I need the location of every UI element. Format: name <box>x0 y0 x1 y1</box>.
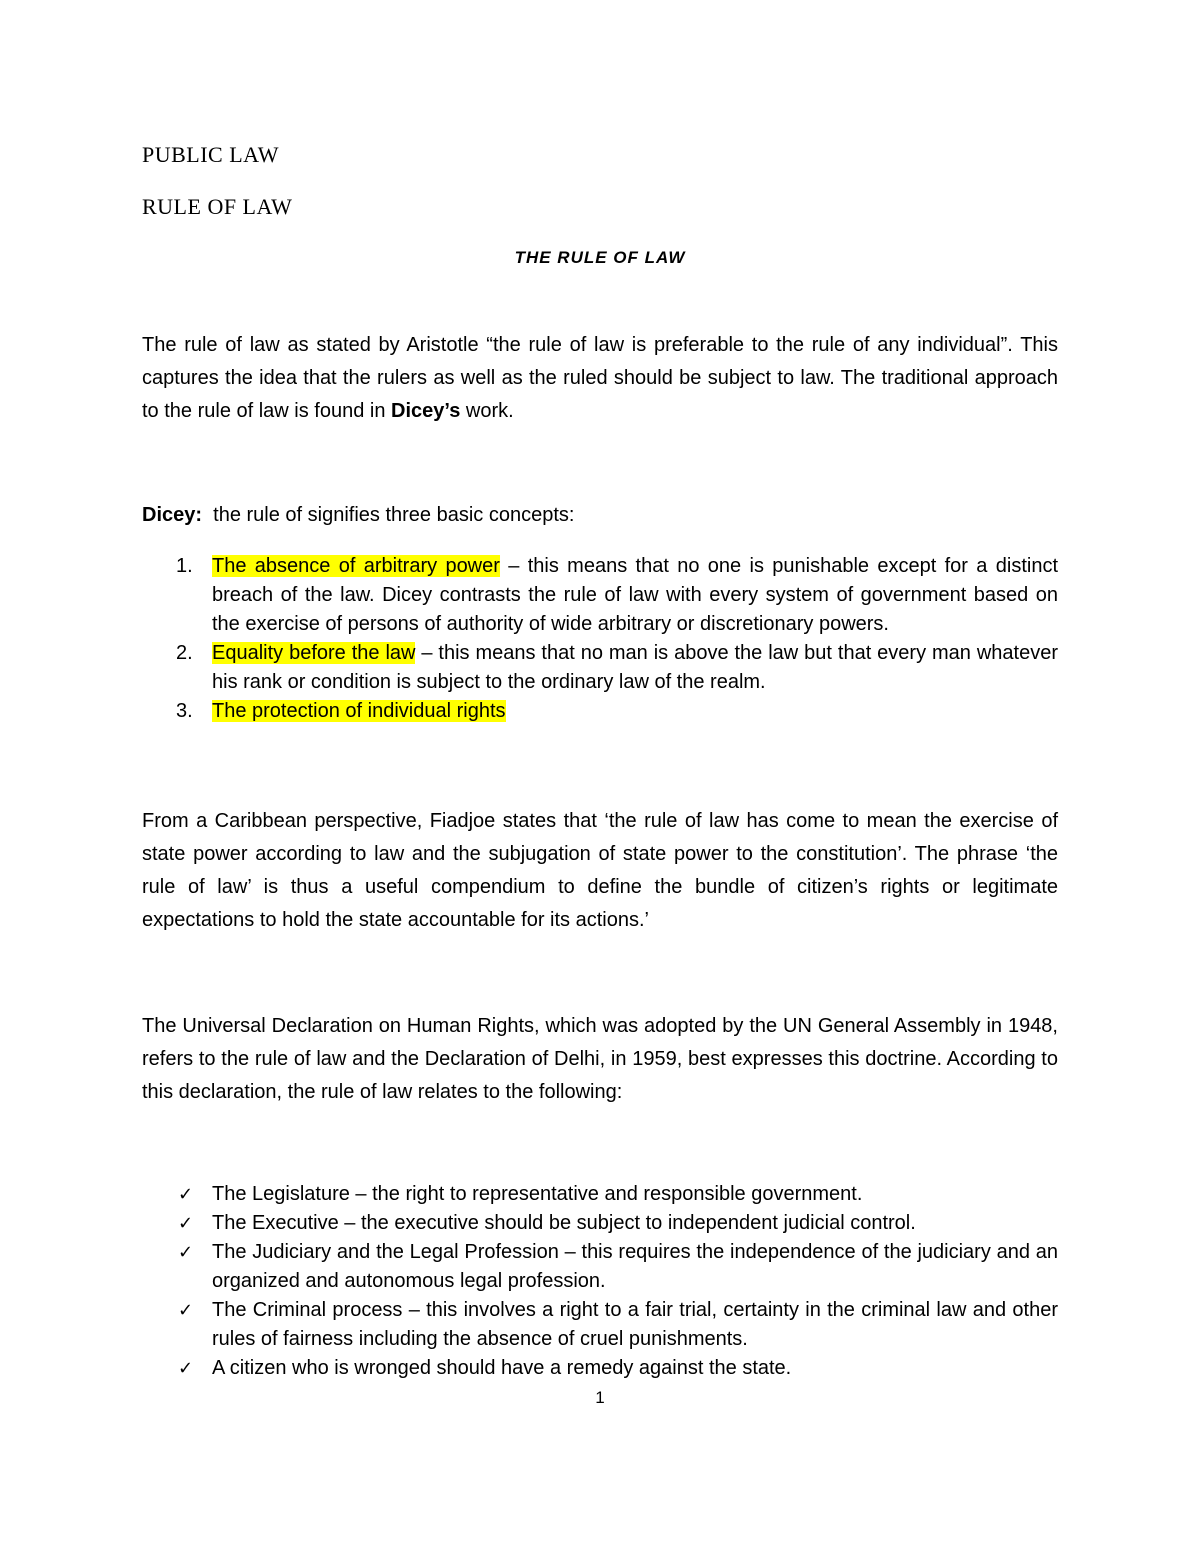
header-public-law: PUBLIC LAW <box>142 142 280 167</box>
intro-text-1: The rule of law as stated by Aristotle “the rule of law is preferable to the rule of any individual”. This captures the idea that the rulers as well as the ruled should be subject to law. The traditional approach to the rule of law is found in <box>142 334 1058 422</box>
intro-paragraph <box>142 329 1058 428</box>
highlighted-concept: Equality before the law <box>212 642 416 664</box>
list-item <box>142 1180 1058 1209</box>
declaration-paragraph: The Universal Declaration on Human Rights, which was adopted by the UN General Assembly in 1948, refers to the rule of law and the Declaration of Delhi, in 1959, best expresses this doctrine. According to this declaration, the rule of law relates to the following: <box>142 1015 1058 1103</box>
list-item <box>142 639 1058 697</box>
page-number: 1 <box>595 1388 605 1407</box>
header-rule-of-law: RULE OF LAW <box>142 194 293 219</box>
checkmark-icon: ✓ <box>178 1213 194 1234</box>
checkmark-icon: ✓ <box>178 1358 194 1379</box>
checklist-text: The Legislature – the right to representative and responsible government. <box>212 1183 863 1205</box>
concept-description: – this means that no one is punishable except for a distinct breach of the law. Dicey contrasts the rule of law with every system of government based on the exercise of persons of authority of wide arbitrary or discretionary powers. <box>212 555 1058 635</box>
concept-description: – this means that no man is above the law but that every man whatever his rank or condition is subject to the ordinary law of the realm. <box>212 642 1058 693</box>
checkmark-icon: ✓ <box>178 1184 194 1205</box>
intro-text-2: work. <box>460 400 514 422</box>
dicey-text: the rule of signifies three basic concepts: <box>202 504 575 526</box>
list-item <box>142 697 1058 726</box>
list-item <box>142 1238 1058 1296</box>
list-item <box>142 552 1058 639</box>
checklist-text: A citizen who is wronged should have a remedy against the state. <box>212 1357 792 1379</box>
checkmark-icon: ✓ <box>178 1242 194 1263</box>
list-number: 2. <box>176 642 193 664</box>
highlighted-concept: The absence of arbitrary power <box>212 555 500 577</box>
list-item <box>142 1209 1058 1238</box>
highlighted-concept: The protection of individual rights <box>212 700 506 722</box>
checklist-text: The Judiciary and the Legal Profession – this requires the independence of the judiciary and an organized and autonomous legal profession. <box>212 1241 1058 1292</box>
list-number: 1. <box>176 555 193 577</box>
caribbean-paragraph: From a Caribbean perspective, Fiadjoe states that ‘the rule of law has come to mean the exercise of state power according to law and the subjugation of state power to the constitution’. The phrase ‘the rule of law’ is thus a useful compendium to define the bundle of citizen’s rights or legitimate expectations to hold the state accountable for its actions.’ <box>142 810 1058 931</box>
list-item <box>142 1354 1058 1383</box>
declaration-checklist <box>142 1180 1058 1383</box>
checklist-text: The Criminal process – this involves a right to a fair trial, certainty in the criminal law and other rules of fairness including the absence of cruel punishments. <box>212 1299 1058 1350</box>
list-number: 3. <box>176 700 193 722</box>
dicey-paragraph <box>142 503 1058 527</box>
list-item <box>142 1296 1058 1354</box>
checklist-text: The Executive – the executive should be subject to independent judicial control. <box>212 1212 916 1234</box>
document-title: THE RULE OF LAW <box>514 248 686 267</box>
dicey-label: Dicey: <box>142 504 203 526</box>
intro-bold-dicey: Dicey’s <box>391 400 461 422</box>
concepts-list <box>142 552 1058 726</box>
checkmark-icon: ✓ <box>178 1300 194 1321</box>
